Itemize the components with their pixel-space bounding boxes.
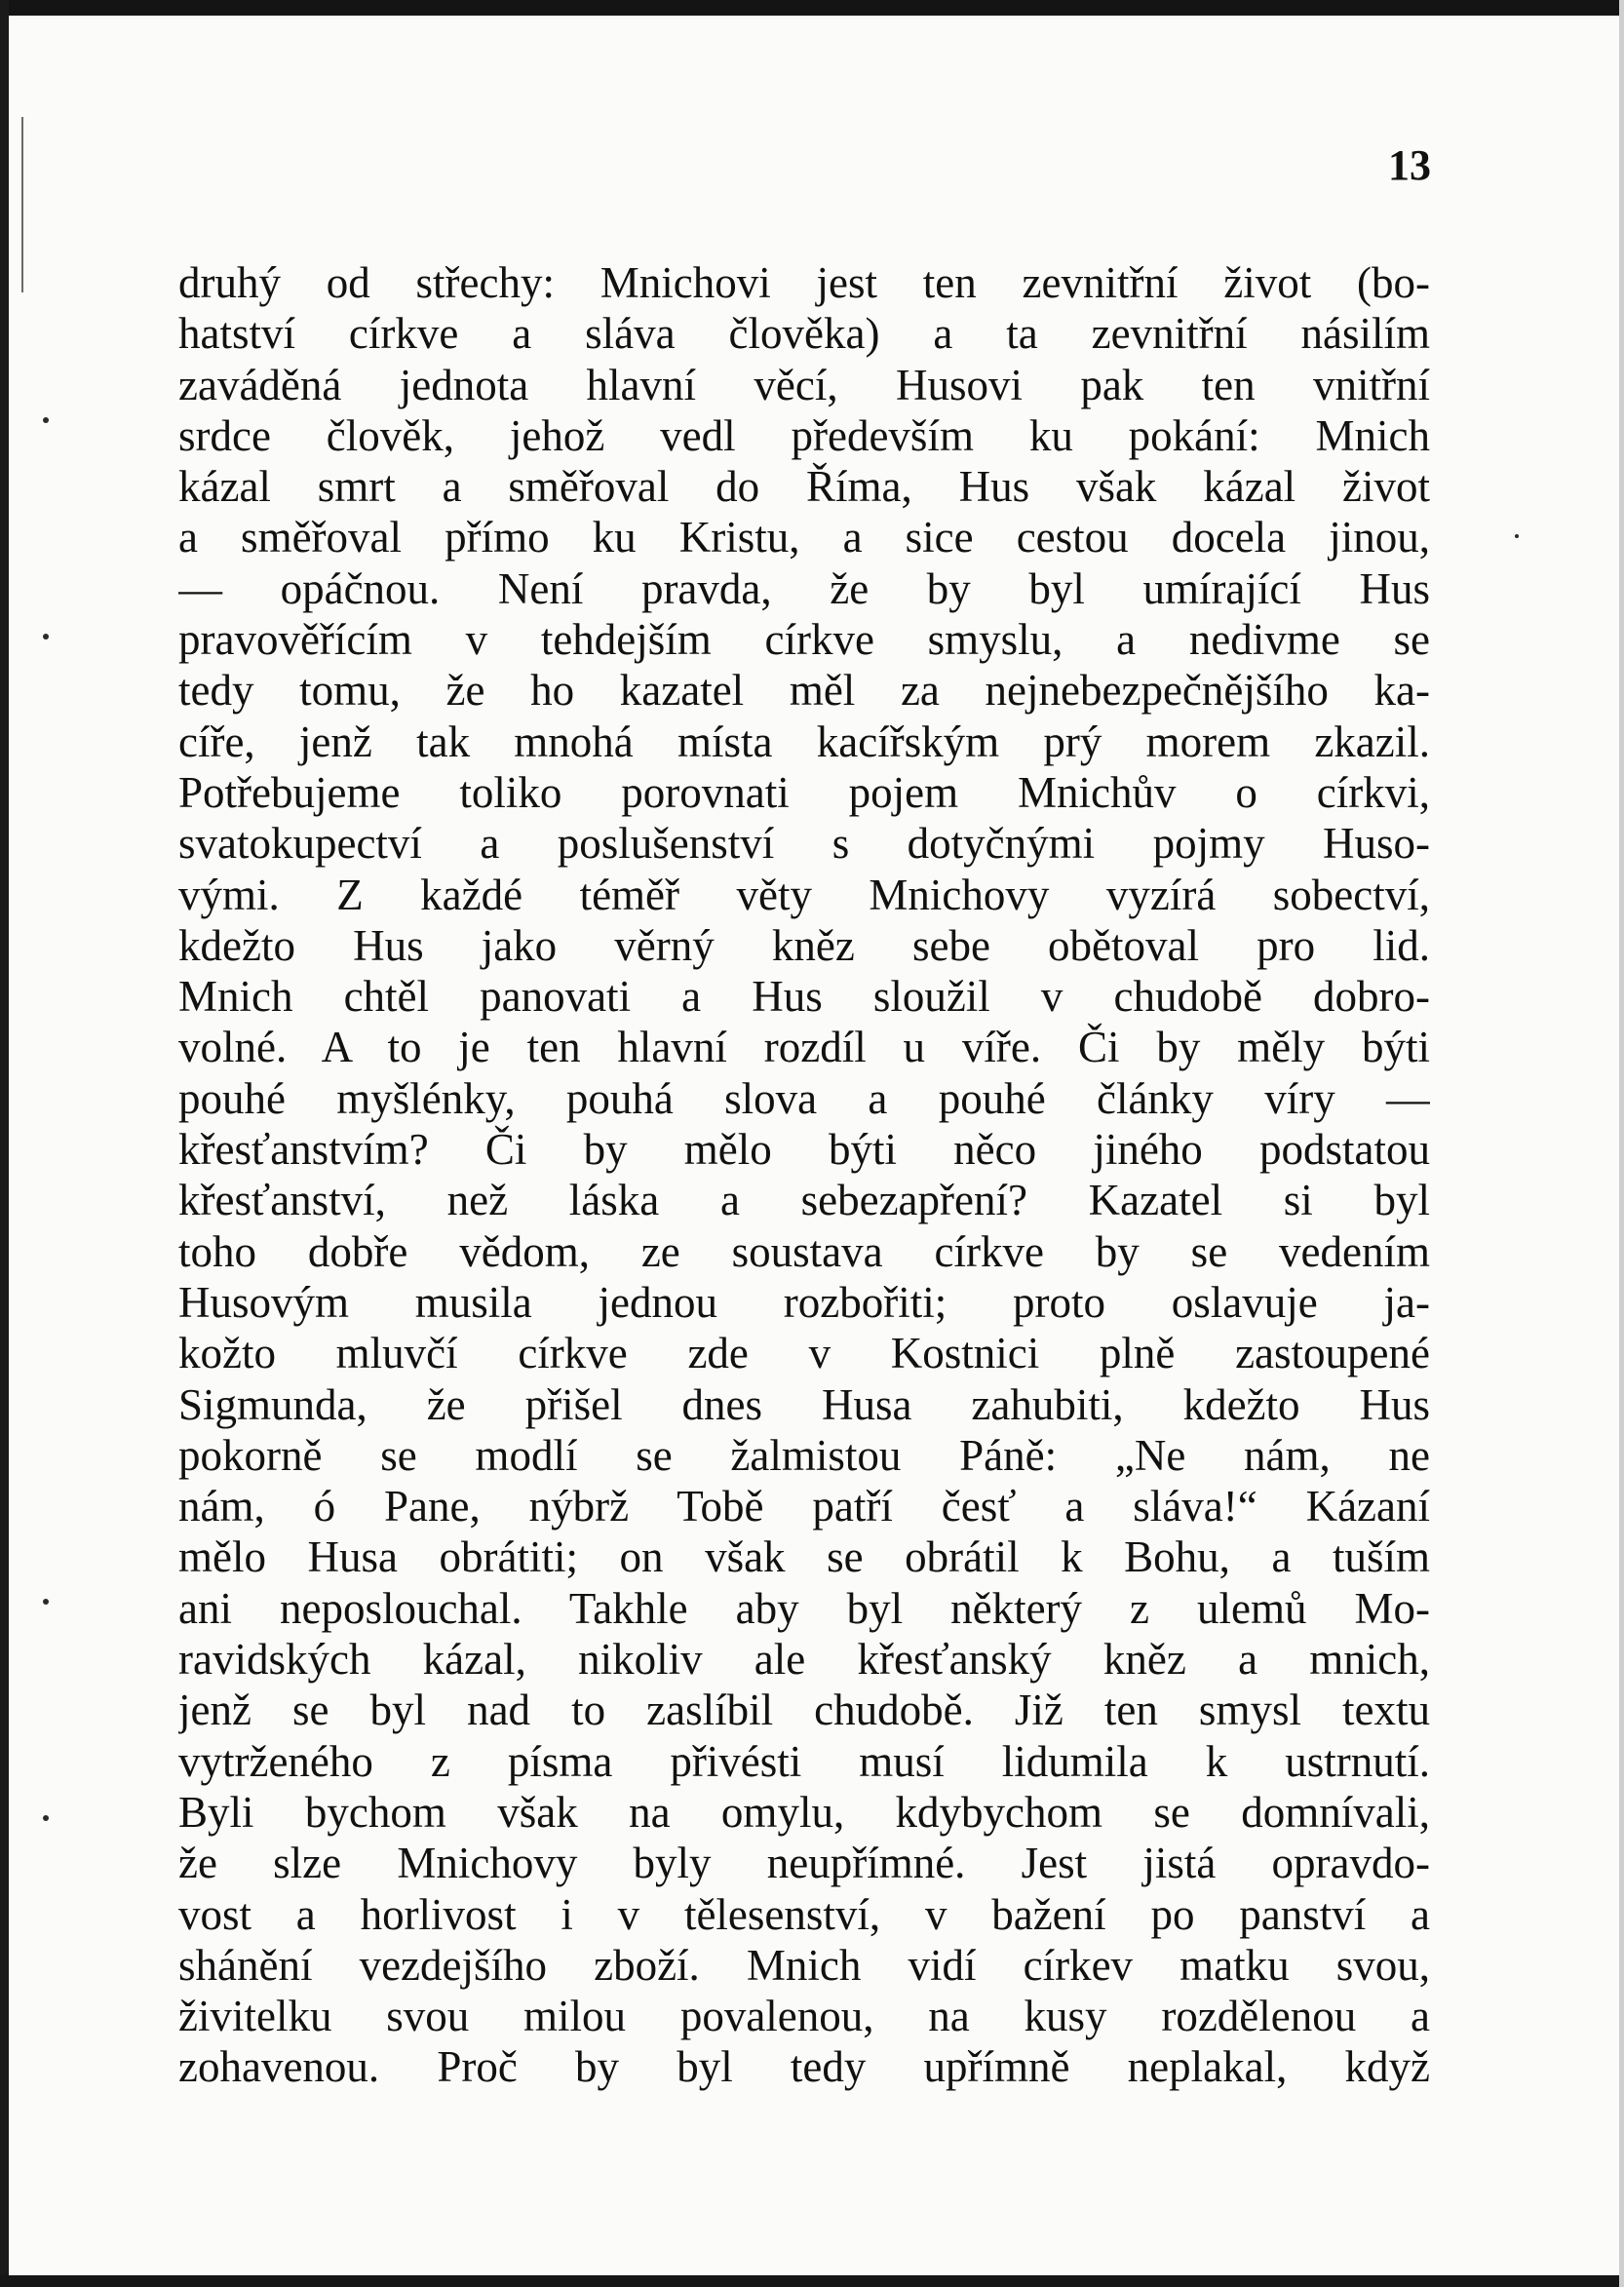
text-line: Husovým musila jednou rozbořiti; proto oslavuje ja- — [178, 1277, 1430, 1327]
text-line: toho dobře vědom, ze soustava církve by se vedením — [178, 1226, 1430, 1276]
text-line: hatství církve a sláva člověka) a ta zevnitřní násilím — [178, 309, 1430, 359]
text-line: ravidských kázal, nikoliv ale křesťanský kněz a mnich, — [178, 1635, 1430, 1685]
scan-speck — [43, 634, 49, 640]
scan-speck — [43, 1599, 49, 1605]
text-line: Potřebujeme toliko porovnati pojem Mnichův o církvi, — [178, 767, 1430, 817]
text-line: nám, ó Pane, nýbrž Tobě patří česť a sláva!“ Kázaní — [178, 1482, 1430, 1531]
text-line: že slze Mnichovy byly neupřímné. Jest jistá opravdo- — [178, 1839, 1430, 1888]
scan-edge-left — [0, 0, 9, 2287]
text-line: pokorně se modlí se žalmistou Páně: „Ne nám, ne — [178, 1430, 1430, 1480]
text-line: vost a horlivost i v tělesenství, v bažení po panství a — [178, 1889, 1430, 1939]
text-line: srdce člověk, jehož vedl především ku pokání: Mnich — [178, 410, 1430, 460]
text-line: — opáčnou. Není pravda, že by byl umírající Hus — [178, 563, 1430, 613]
text-line: vytrženého z písma přivésti musí lidumila k ustrnutí. — [178, 1736, 1430, 1786]
text-line: mělo Husa obrátiti; on však se obrátil k Bohu, a tuším — [178, 1532, 1430, 1582]
scan-speck — [43, 417, 49, 423]
text-line: pouhé myšlénky, pouhá slova a pouhé články víry — — [178, 1073, 1430, 1123]
text-line: tedy tomu, že ho kazatel měl za nejnebezpečnějšího ka- — [178, 666, 1430, 716]
text-line: kdežto Hus jako věrný kněz sebe obětoval pro lid. — [178, 920, 1430, 970]
text-line: volné. A to je ten hlavní rozdíl u víře. Či by měly býti — [178, 1023, 1430, 1072]
text-line: cíře, jenž tak mnohá místa kacířským prý morem zkazil. — [178, 717, 1430, 766]
text-line: kázal smrt a směřoval do Říma, Hus však kázal život — [178, 462, 1430, 512]
text-line: jenž se byl nad to zaslíbil chudobě. Již ten smysl textu — [178, 1686, 1430, 1735]
text-line: křesťanstvím? Či by mělo býti něco jiného podstatou — [178, 1125, 1430, 1175]
text-line: vými. Z každé téměř věty Mnichovy vyzírá sobectví, — [178, 870, 1430, 919]
scan-speck — [1515, 534, 1519, 538]
text-line: a směřoval přímo ku Kristu, a sice cestou docela jinou, — [178, 513, 1430, 562]
scan-edge-right — [1619, 0, 1624, 2287]
text-line: druhý od střechy: Mnichovi jest ten zevnitřní život (bo- — [178, 258, 1430, 307]
text-line: živitelku svou milou povalenou, na kusy rozdělenou a — [178, 1992, 1430, 2041]
text-line: zaváděná jednota hlavní věcí, Husovi pak ten vnitřní — [178, 360, 1430, 409]
body-text — [178, 257, 1430, 2093]
binding-mark — [21, 117, 23, 292]
text-line: svatokupectví a poslušenství s dotyčnými pojmy Huso- — [178, 819, 1430, 869]
text-line: shánění vezdejšího zboží. Mnich vidí církev matku svou, — [178, 1940, 1430, 1990]
scan-speck — [43, 1815, 49, 1821]
text-line: zohavenou. Proč by byl tedy upřímně neplakal, když — [178, 2042, 1430, 2092]
text-line: ani neposlouchal. Takhle aby byl některý z ulemů Mo- — [178, 1583, 1430, 1633]
text-line: kožto mluvčí církve zde v Kostnici plně zastoupené — [178, 1329, 1430, 1378]
text-line: křesťanství, než láska a sebezapření? Kazatel si byl — [178, 1176, 1430, 1225]
text-line: pravověřícím v tehdejším církve smyslu, a nedivme se — [178, 615, 1430, 665]
text-line: Byli bychom však na omylu, kdybychom se domnívali, — [178, 1787, 1430, 1837]
page-number: 13 — [1388, 141, 1431, 189]
text-line: Mnich chtěl panovati a Hus sloužil v chudobě dobro- — [178, 972, 1430, 1022]
text-line: Sigmunda, že přišel dnes Husa zahubiti, kdežto Hus — [178, 1379, 1430, 1429]
scan-edge-top — [0, 0, 1624, 16]
scan-edge-bottom — [0, 2275, 1624, 2287]
